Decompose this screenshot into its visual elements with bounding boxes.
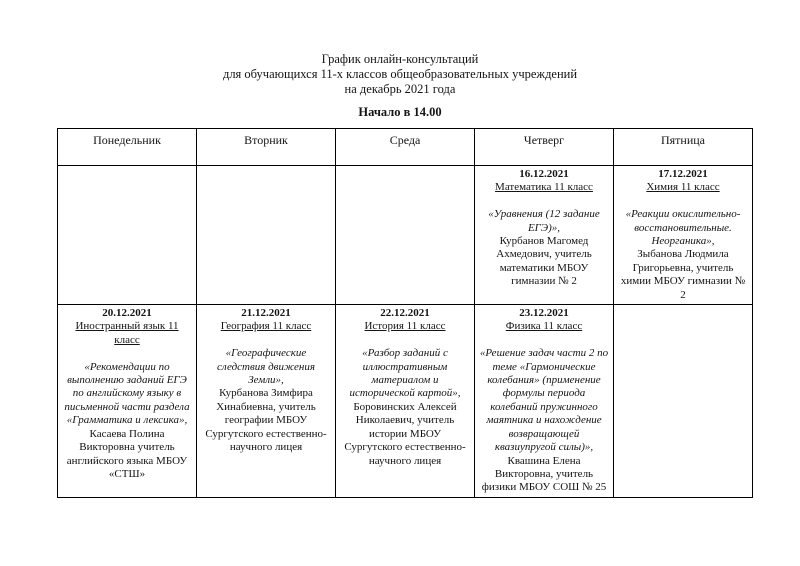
day-header-tuesday: Вторник [197,129,336,166]
start-time-label: Начало в 14.00 [358,105,442,119]
week2-row [58,305,753,498]
consultation-topic: «Разбор заданий с иллюстративным материалом и исторической картой», [349,347,461,400]
title-line-1: График онлайн-консультаций [321,52,479,66]
consultation-subject: Иностранный язык 11 класс [75,320,179,346]
day-header-monday: Понедельник [58,129,197,166]
cell-week2-tuesday [197,305,336,498]
consultation-teacher: Касаева Полина Викторовна учитель английского языка МБОУ «СТШ» [66,427,188,480]
day-header-wednesday: Среда [336,129,475,166]
consultation-topic: «Рекомендации по выполнению заданий ЕГЭ по английскому языку в письменной части раздела «Грамматика и лексика», [64,360,190,427]
cell-week2-wednesday [336,305,475,498]
cell-week2-friday [614,305,753,498]
document-title [0,52,800,97]
cell-week2-monday [58,305,197,498]
consultation-topic: «Уравнения (12 задание ЕГЭ)», [488,208,600,234]
consultation-teacher: Зыбанова Людмила Григорьевна, учитель химии МБОУ гимназии № 2 [620,248,746,301]
cell-week2-thursday [475,305,614,498]
cell-week1-tuesday [197,166,336,305]
day-header-row [58,129,753,166]
schedule-table [57,128,753,498]
cell-week1-friday [614,166,753,305]
consultation-date: 22.12.2021 [380,307,430,320]
day-header-friday: Пятница [614,129,753,166]
consultation-date: 20.12.2021 [102,307,152,320]
week1-row [58,166,753,305]
cell-week1-monday [58,166,197,305]
consultation-subject: Физика 11 класс [505,320,583,333]
consultation-teacher: Курбанов Магомед Ахмедович, учитель математики МБОУ гимназии № 2 [496,235,592,288]
cell-week1-wednesday [336,166,475,305]
consultation-subject: Математика 11 класс [495,181,593,194]
consultation-date: 17.12.2021 [658,168,708,180]
consultation-date: 16.12.2021 [519,168,569,180]
day-header-thursday: Четверг [475,129,614,166]
consultation-topic: «Реакции окислительно-восстановительные. Неорганика», [625,208,741,248]
consultation-topic: «Решение задач части 2 по теме «Гармонические колебания» (применение формулы периода колебаний пружинного маятника и нахождение возвращающей квазиупругой силы)», [479,347,609,454]
consultation-teacher: Боровинских Алексей Николаевич, учитель истории МБОУ Сургутского естественно-научного лицея [344,400,466,467]
cell-week1-thursday [475,166,614,305]
title-line-2: для обучающихся 11-х классов общеобразовательных учреждений [222,67,578,81]
title-line-3: на декабрь 2021 года [344,82,456,96]
consultation-teacher: Квашина Елена Викторовна, учитель физики МБОУ СОШ № 25 [481,454,607,494]
consultation-subject: Химия 11 класс [646,181,720,194]
consultation-date: 21.12.2021 [241,307,291,320]
consultation-subject: География 11 класс [220,320,312,333]
consultation-subject: История 11 класс [364,320,446,333]
consultation-date: 23.12.2021 [519,307,569,320]
consultation-topic: «Географические следствия движения Земли», [217,347,315,387]
consultation-teacher: Курбанова Зимфира Хинабиевна, учитель географии МБОУ Сургутского естественно-научного лицея [205,387,327,454]
